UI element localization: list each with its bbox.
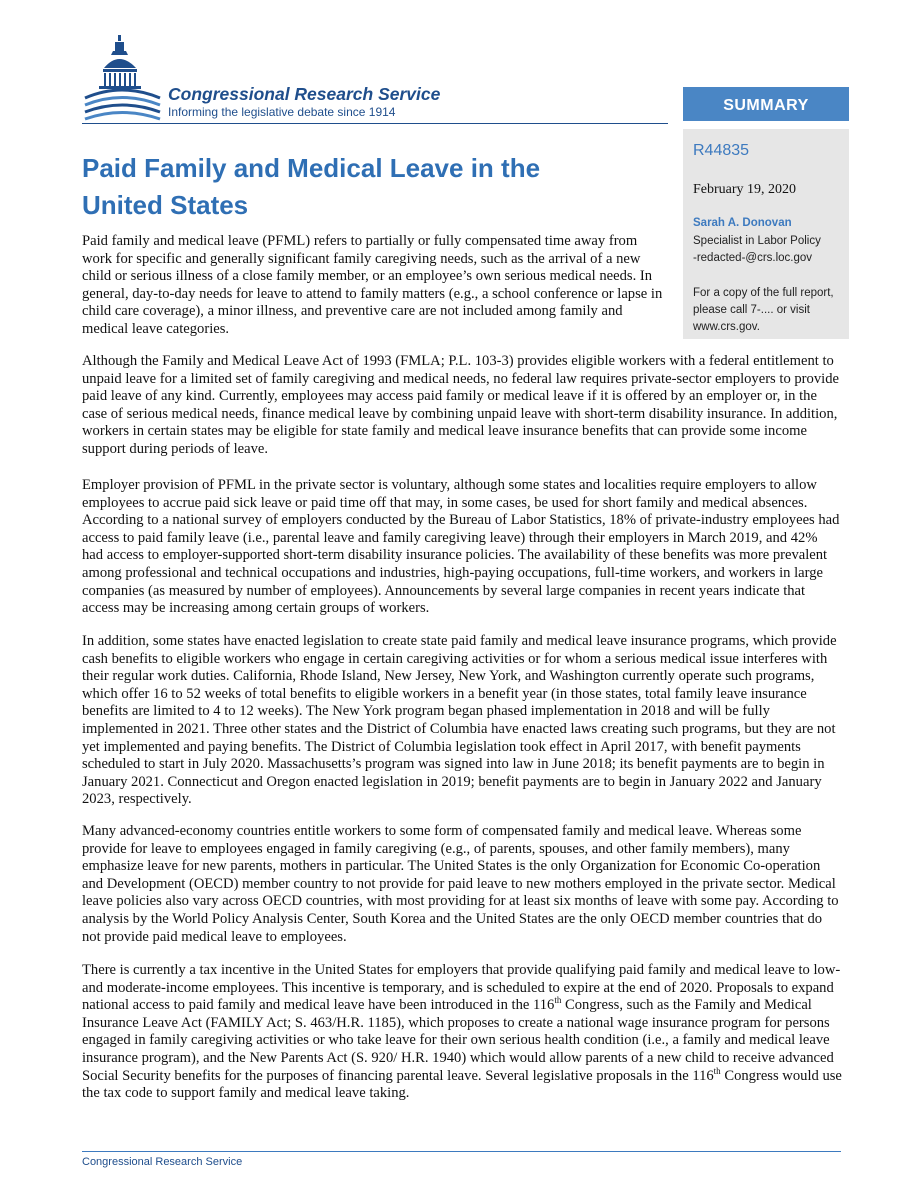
page-title: Paid Family and Medical Leave in the United States: [82, 153, 541, 220]
capitol-dome-icon: [82, 34, 162, 124]
copy-note: For a copy of the full report, please call 7-.... or visit www.crs.gov.: [693, 287, 834, 333]
summary-label: SUMMARY: [683, 87, 849, 121]
footer-text: Congressional Research Service: [82, 1156, 243, 1168]
paragraph: [82, 962, 842, 1103]
header-divider: [82, 123, 668, 124]
org-tagline: Informing the legislative debate since 1914: [168, 105, 396, 119]
author-email[interactable]: -redacted-@crs.loc.gov: [693, 252, 813, 264]
paragraph: Employer provision of PFML in the private sector is voluntary, although some states and localities require employers to allow employees to accrue paid sick leave or paid time off that may, in some cases, be used for short family and medical absences. According to a national survey of employers conducted by the Bureau of Labor Statistics, 18% of private-industry employees had access to paid family leave (i.e., parental leave and family caregiving leave) through their employers in March 2019, and 42% had access to employer-supported short-term disability insurance policies. The availability of these benefits was more prevalent among professional and technical occupations and industries, high-paying occupations, full-time workers, and workers in large companies (as measured by number of employees). Announcements by several large companies in recent years indicate that access may be increasing among certain groups of workers.: [82, 477, 840, 617]
superscript: th: [554, 995, 562, 1006]
paragraph: Although the Family and Medical Leave Act of 1993 (FMLA; P.L. 103-3) provides eligible workers with a federal entitlement to unpaid leave for a limited set of family caregiving and medical needs, no federal law requires private-sector employers to provide paid leave of any kind. Currently, employees may access paid family or medical leave if it is offered by an employer or, in the case of serious medical needs, finance medical leave by combining unpaid leave with short-term disability insurance. In addition, workers in certain states may be eligible for state family and medical leave insurance benefits that can provide some income support during periods of leave.: [82, 353, 839, 457]
author-name: Sarah A. Donovan: [693, 217, 792, 229]
superscript: th: [713, 1065, 721, 1076]
footer-divider: [82, 1151, 841, 1152]
paragraph: Many advanced-economy countries entitle workers to some form of compensated family and medical leave. Whereas some provide for leave to employees engaged in family caregiving (e.g., of parents, spouses, and other family members), many emphasize leave for new parents, mothers in particular. The United States is the only Organization for Economic Co-operation and Development (OECD) member country to not provide for paid leave to new mothers employed in the private sector. Medical leave policies also vary across OECD countries, with most providing for at least six months of leave with some pay. According to analysis by the World Policy Analysis Center, South Korea and the United States are the only OECD member countries that do not provide paid medical leave to employees.: [82, 823, 839, 945]
org-name: Congressional Research Service: [168, 84, 441, 104]
summary-sidebar: [683, 129, 849, 339]
crs-logo: [82, 34, 482, 124]
paragraph: Paid family and medical leave (PFML) refers to partially or fully compensated time away from work for specific and generally significant family caregiving needs, such as the arrival of a new child or serious illness of a close family member, or an employee’s own serious medical needs. In general, day-to-day needs for leave to attend to family matters (e.g., a school conference or lapse in child care coverage), a minor illness, and preventive care are not included among family and medical leave categories.: [82, 233, 663, 337]
paragraph-text: Congress, such as the Family and Medical Insurance Leave Act (FAMILY Act; S. 463/H.R. 1185), which proposes to create a national wage insurance program for persons engaged in family caregiving activities or who take leave for their own serious health condition (i.e., a family and medical leave insurance program), and the New Parents Act (S. 920/ H.R. 1940) which would allow parents of a new child to receive advanced Social Security benefits for the purposes of financing parental leave. Several legislative proposals in the 116: [82, 997, 834, 1084]
report-id: R44835: [693, 142, 750, 159]
report-date: February 19, 2020: [693, 182, 797, 197]
paragraph: In addition, some states have enacted legislation to create state paid family and medical leave insurance programs, which provide cash benefits to eligible workers who engage in certain caregiving activities or for whom a serious medical issue interferes with their regular work duties. California, Rhode Island, New Jersey, New York, and Washington currently operate such programs, which offer 16 to 52 weeks of total benefits to eligible workers in a benefit year (in those states, total family leave insurance benefits are limited to 4 to 12 weeks). The New York program began phased implementation in 2018 and will be fully implemented in 2021. Three other states and the District of Columbia have enacted laws creating such programs, but they are not yet implemented and paying benefits. The District of Columbia legislation took effect in April 2017, with benefit payments scheduled to start in July 2020. Massachusetts’s program was signed into law in June 2018; its benefit payments are to begin in January 2021. Connecticut and Oregon enacted legislation in 2019; benefit payments are to begin in January 2022 and January 2023, respectively.: [82, 633, 837, 808]
paragraph-text: There is currently a tax incentive in the United States for employers that provide qualifying paid family and medical leave to low- and moderate-income employees. This incentive is temporary, and is scheduled to expire at the end of 2020. Proposals to expand national access to paid family and medical leave have been introduced in the 116: [82, 962, 841, 1014]
paragraph-text: Congress would use the tax code to support family and medical leave taking.: [82, 1067, 842, 1102]
author-title: Specialist in Labor Policy: [693, 235, 821, 247]
